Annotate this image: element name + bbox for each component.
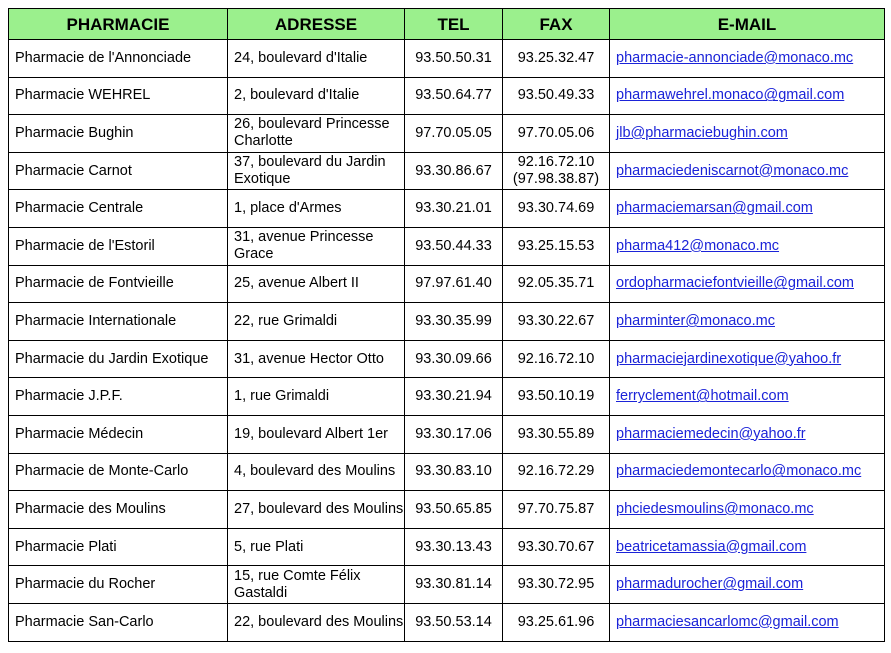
pharmacy-fax (503, 115, 610, 153)
table-header-row (9, 9, 885, 40)
pharmacy-name: Pharmacie Bughin (9, 115, 228, 153)
pharmacy-address: 37, boulevard du Jardin Exotique (228, 152, 405, 190)
fax-number: 92.16.72.29 (517, 463, 595, 480)
pharmacy-email-cell (610, 303, 885, 341)
pharmacy-email-cell (610, 77, 885, 115)
pharmacy-email-cell (610, 152, 885, 190)
header-tel: TEL (405, 9, 503, 40)
pharmacy-email-cell (610, 40, 885, 78)
header-fax: FAX (503, 9, 610, 40)
table-row (9, 453, 885, 491)
pharmacy-tel: 93.30.21.94 (405, 378, 503, 416)
pharmacy-name: Pharmacie Centrale (9, 190, 228, 228)
fax-number: 92.05.35.71 (517, 275, 595, 292)
pharmacy-tel: 93.30.09.66 (405, 340, 503, 378)
table-row (9, 378, 885, 416)
pharmacy-tel: 93.30.81.14 (405, 566, 503, 604)
pharmacy-email-cell (610, 453, 885, 491)
email-link[interactable]: pharma412@monaco.mc (616, 237, 780, 254)
email-link[interactable]: beatricetamassia@gmail.com (616, 538, 807, 555)
header-email: E-MAIL (610, 9, 885, 40)
pharmacy-email-cell (610, 378, 885, 416)
table-body (9, 40, 885, 642)
pharmacy-tel: 93.50.64.77 (405, 77, 503, 115)
pharmacy-name: Pharmacie Carnot (9, 152, 228, 190)
email-link[interactable]: ferryclement@hotmail.com (616, 388, 789, 405)
fax-number: 93.50.10.19 (517, 388, 595, 405)
pharmacy-email-cell (610, 265, 885, 303)
fax-number: 93.30.72.95 (517, 576, 595, 593)
table-row (9, 415, 885, 453)
pharmacy-email-cell (610, 528, 885, 566)
table-row (9, 190, 885, 228)
pharmacy-address: 15, rue Comte Félix Gastaldi (228, 566, 405, 604)
fax-number: 93.25.61.96 (517, 613, 595, 630)
fax-number: 93.30.22.67 (517, 312, 595, 329)
pharmacy-fax (503, 190, 610, 228)
pharmacy-name: Pharmacie Plati (9, 528, 228, 566)
table-row (9, 227, 885, 265)
email-link[interactable]: phciedesmoulins@monaco.mc (616, 500, 814, 517)
pharmacy-fax (503, 378, 610, 416)
table-row (9, 340, 885, 378)
pharmacy-directory (8, 8, 885, 642)
fax-number: 93.30.70.67 (517, 538, 595, 555)
pharmacy-address: 25, avenue Albert II (228, 265, 405, 303)
pharmacy-address: 27, boulevard des Moulins (228, 491, 405, 529)
pharmacy-tel: 93.50.65.85 (405, 491, 503, 529)
fax-number: 93.30.74.69 (517, 200, 595, 217)
table-row (9, 115, 885, 153)
email-link[interactable]: pharminter@monaco.mc (616, 312, 775, 329)
table-row (9, 566, 885, 604)
pharmacy-name: Pharmacie WEHREL (9, 77, 228, 115)
fax-number: 92.16.72.10 (517, 350, 595, 367)
pharmacy-email-cell (610, 491, 885, 529)
fax-number: 97.70.75.87 (517, 500, 595, 517)
pharmacy-name: Pharmacie J.P.F. (9, 378, 228, 416)
pharmacy-name: Pharmacie de l'Estoril (9, 227, 228, 265)
email-link[interactable]: pharmaciedemontecarlo@monaco.mc (616, 463, 862, 480)
pharmacy-email-cell (610, 603, 885, 641)
pharmacy-address: 22, boulevard des Moulins (228, 603, 405, 641)
pharmacy-name: Pharmacie de l'Annonciade (9, 40, 228, 78)
pharmacy-name: Pharmacie de Monte-Carlo (9, 453, 228, 491)
email-link[interactable]: pharmawehrel.monaco@gmail.com (616, 87, 845, 104)
pharmacy-email-cell (610, 415, 885, 453)
table-row (9, 603, 885, 641)
pharmacy-tel: 93.30.17.06 (405, 415, 503, 453)
table-row (9, 152, 885, 190)
fax-number: (97.98.38.87) (512, 171, 600, 188)
pharmacy-address: 26, boulevard Princesse Charlotte (228, 115, 405, 153)
pharmacy-tel: 93.30.35.99 (405, 303, 503, 341)
pharmacy-fax (503, 340, 610, 378)
fax-number: 92.16.72.10 (517, 154, 595, 171)
email-link[interactable]: pharmaciemarsan@gmail.com (616, 200, 813, 217)
pharmacy-tel: 93.50.50.31 (405, 40, 503, 78)
fax-number: 97.70.05.06 (517, 124, 595, 141)
fax-number: 93.25.32.47 (517, 49, 595, 66)
pharmacy-address: 1, place d'Armes (228, 190, 405, 228)
pharmacy-fax (503, 453, 610, 491)
pharmacy-email-cell (610, 566, 885, 604)
pharmacy-address: 31, avenue Hector Otto (228, 340, 405, 378)
email-link[interactable]: pharmaciesancarlomc@gmail.com (616, 613, 839, 630)
pharmacy-tel: 93.30.83.10 (405, 453, 503, 491)
pharmacy-tel: 93.30.13.43 (405, 528, 503, 566)
header-adresse: ADRESSE (228, 9, 405, 40)
email-link[interactable]: pharmaciejardinexotique@yahoo.fr (616, 350, 842, 367)
pharmacy-address: 31, avenue Princesse Grace (228, 227, 405, 265)
table-row (9, 265, 885, 303)
pharmacy-fax (503, 77, 610, 115)
pharmacy-email-cell (610, 115, 885, 153)
fax-number: 93.30.55.89 (517, 425, 595, 442)
pharmacy-address: 5, rue Plati (228, 528, 405, 566)
pharmacy-address: 1, rue Grimaldi (228, 378, 405, 416)
pharmacy-address: 4, boulevard des Moulins (228, 453, 405, 491)
table-row (9, 40, 885, 78)
pharmacy-fax (503, 415, 610, 453)
header-pharmacie: PHARMACIE (9, 9, 228, 40)
email-link[interactable]: pharmaciedeniscarnot@monaco.mc (616, 162, 849, 179)
pharmacy-fax (503, 265, 610, 303)
pharmacy-fax (503, 152, 610, 190)
table-row (9, 77, 885, 115)
pharmacy-fax (503, 303, 610, 341)
pharmacy-email-cell (610, 190, 885, 228)
pharmacy-tel: 93.50.44.33 (405, 227, 503, 265)
pharmacy-email-cell (610, 340, 885, 378)
email-link[interactable]: pharmacie-annonciade@monaco.mc (616, 49, 854, 66)
email-link[interactable]: jlb@pharmaciebughin.com (616, 124, 788, 141)
table-row (9, 528, 885, 566)
pharmacy-fax (503, 227, 610, 265)
pharmacy-address: 22, rue Grimaldi (228, 303, 405, 341)
pharmacy-address: 2, boulevard d'Italie (228, 77, 405, 115)
pharmacy-name: Pharmacie du Jardin Exotique (9, 340, 228, 378)
pharmacy-name: Pharmacie des Moulins (9, 491, 228, 529)
pharmacy-table (8, 8, 885, 642)
fax-number: 93.25.15.53 (517, 237, 595, 254)
pharmacy-fax (503, 566, 610, 604)
pharmacy-address: 19, boulevard Albert 1er (228, 415, 405, 453)
pharmacy-fax (503, 40, 610, 78)
pharmacy-name: Pharmacie Internationale (9, 303, 228, 341)
pharmacy-tel: 93.30.21.01 (405, 190, 503, 228)
email-link[interactable]: ordopharmaciefontvieille@gmail.com (616, 275, 854, 292)
pharmacy-address: 24, boulevard d'Italie (228, 40, 405, 78)
table-row (9, 491, 885, 529)
pharmacy-name: Pharmacie de Fontvieille (9, 265, 228, 303)
pharmacy-tel: 93.50.53.14 (405, 603, 503, 641)
pharmacy-tel: 93.30.86.67 (405, 152, 503, 190)
pharmacy-name: Pharmacie San-Carlo (9, 603, 228, 641)
fax-number: 93.50.49.33 (517, 87, 595, 104)
pharmacy-fax (503, 603, 610, 641)
email-link[interactable]: pharmaciemedecin@yahoo.fr (616, 425, 806, 442)
email-link[interactable]: pharmadurocher@gmail.com (616, 576, 804, 593)
pharmacy-email-cell (610, 227, 885, 265)
pharmacy-tel: 97.70.05.05 (405, 115, 503, 153)
pharmacy-fax (503, 491, 610, 529)
pharmacy-name: Pharmacie Médecin (9, 415, 228, 453)
table-row (9, 303, 885, 341)
pharmacy-name: Pharmacie du Rocher (9, 566, 228, 604)
pharmacy-fax (503, 528, 610, 566)
pharmacy-tel: 97.97.61.40 (405, 265, 503, 303)
